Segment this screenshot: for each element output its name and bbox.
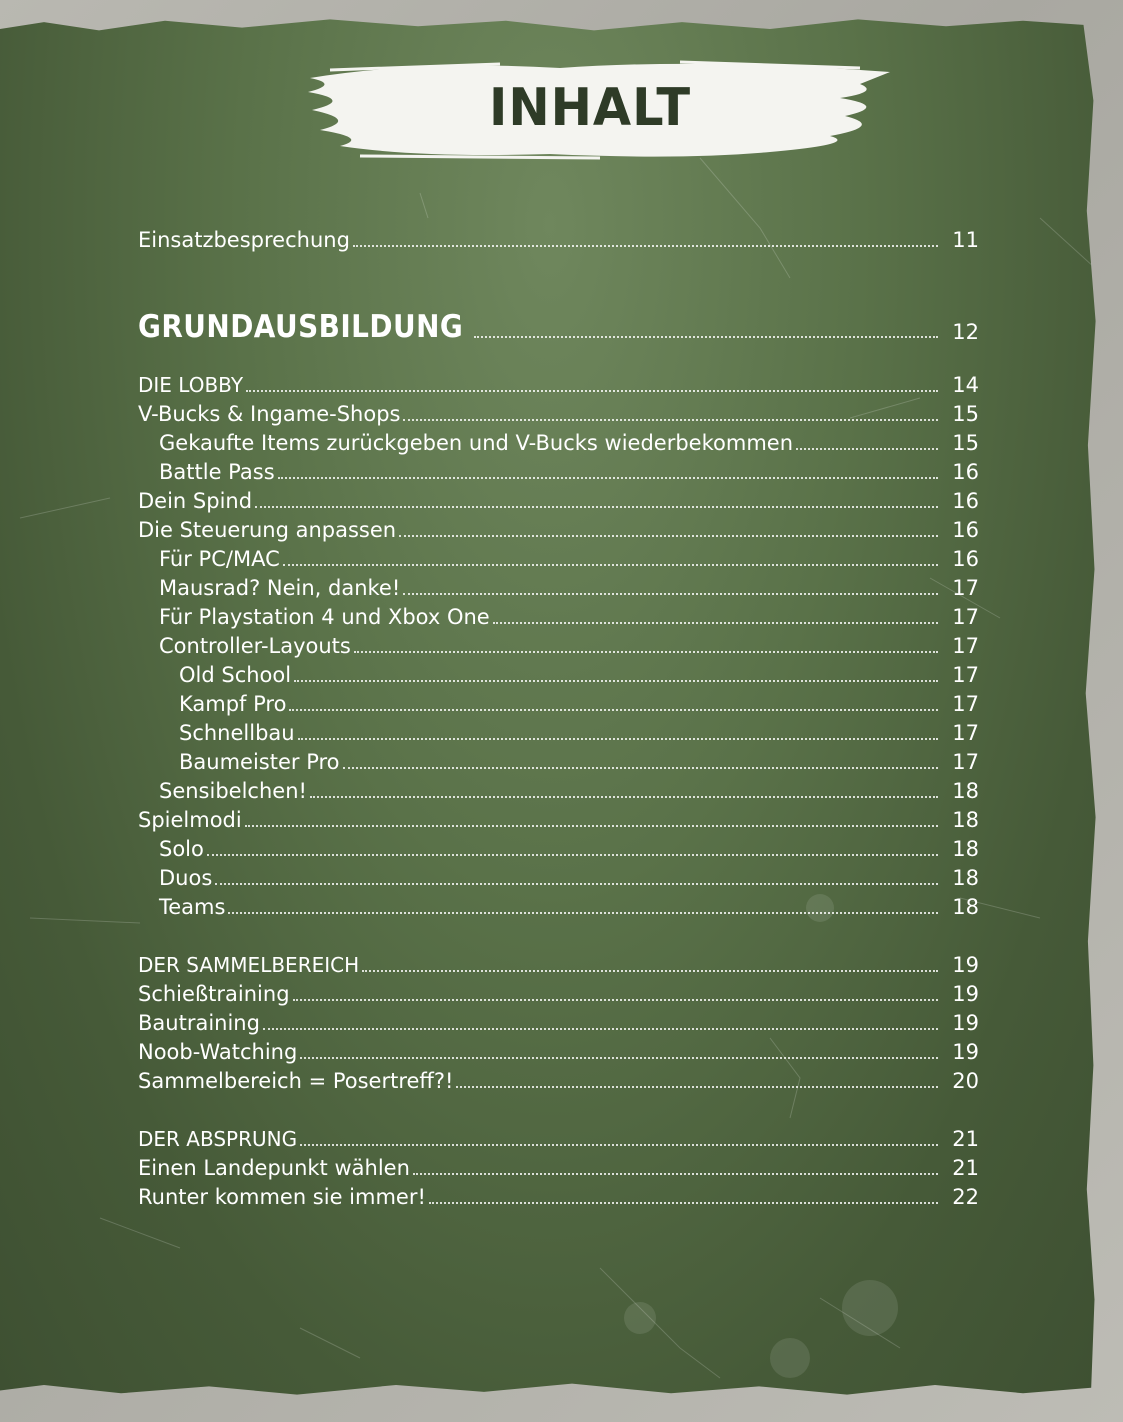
toc-chapter-entry <box>138 306 979 346</box>
page-title: INHALT <box>488 78 691 138</box>
toc-entry-page: 17 <box>952 576 979 600</box>
toc-entry-page: 19 <box>952 1011 979 1035</box>
toc-entry <box>138 688 979 718</box>
dot-leader <box>298 732 939 740</box>
dot-leader <box>310 790 938 798</box>
dot-leader <box>245 819 939 827</box>
toc-entry-label: Old School <box>179 663 292 687</box>
dot-leader <box>263 1022 938 1030</box>
toc-entry <box>138 224 979 254</box>
toc-entry-label: Schießtraining <box>138 982 290 1006</box>
toc-entry <box>138 572 979 602</box>
toc-entry-label: Für Playstation 4 und Xbox One <box>159 605 490 629</box>
toc-entry-page: 12 <box>952 320 979 344</box>
toc-entry <box>138 1065 979 1095</box>
toc-entry <box>138 485 979 515</box>
toc-entry-label: Einen Landepunkt wählen <box>138 1156 410 1180</box>
toc-entry-label: DER ABSPRUNG <box>138 1127 298 1151</box>
dot-leader <box>493 616 939 624</box>
dot-leader <box>228 906 938 914</box>
dot-leader <box>300 1138 938 1146</box>
toc-entry-label: Mausrad? Nein, danke! <box>159 576 401 600</box>
toc-entry-label: Für PC/MAC <box>159 547 280 571</box>
dot-leader <box>456 1080 938 1088</box>
toc-entry-label: Kampf Pro <box>179 692 287 716</box>
toc-entry-label: Solo <box>159 837 204 861</box>
toc-entry-label: Controller-Layouts <box>159 634 351 658</box>
toc-entry-page: 21 <box>952 1127 979 1151</box>
dot-leader <box>293 993 939 1001</box>
toc-entry-page: 18 <box>952 895 979 919</box>
toc-entry-label: GRUNDAUSBILDUNG <box>138 309 464 345</box>
toc-entry-page: 16 <box>952 547 979 571</box>
toc-entry-page: 20 <box>952 1069 979 1093</box>
toc-entry-page: 18 <box>952 866 979 890</box>
toc-entry-page: 16 <box>952 489 979 513</box>
title-banner <box>300 40 900 170</box>
toc-entry <box>138 1123 979 1153</box>
toc-entry-label: Baumeister Pro <box>179 750 340 774</box>
toc-entry-page: 17 <box>952 634 979 658</box>
toc-entry <box>138 1007 979 1037</box>
toc-entry <box>138 717 979 747</box>
toc-entry-label: Die Steuerung anpassen <box>138 518 397 542</box>
dot-leader <box>354 645 938 653</box>
toc-entry-label: Gekaufte Items zurückgeben und V-Bucks wiederbekommen <box>159 431 793 455</box>
toc-entry-page: 18 <box>952 837 979 861</box>
toc-entry-label: V-Bucks & Ingame-Shops <box>138 402 401 426</box>
toc-entry <box>138 456 979 486</box>
dot-leader <box>283 558 939 566</box>
dot-leader <box>207 848 938 856</box>
toc-entry-page: 17 <box>952 721 979 745</box>
toc-entry-label: Duos <box>159 866 213 890</box>
toc-entry <box>138 369 979 399</box>
toc-entry <box>138 398 979 428</box>
toc-entry-label: Sammelbereich = Posertreff?! <box>138 1069 454 1093</box>
toc-entry-label: Einsatzbesprechung <box>138 228 350 252</box>
toc-entry <box>138 427 979 457</box>
dot-leader <box>246 384 938 392</box>
toc-entry-page: 14 <box>952 373 979 397</box>
dot-leader <box>215 877 938 885</box>
toc-entry <box>138 978 979 1008</box>
toc-entry-label: Schnellbau <box>179 721 295 745</box>
toc-entry-page: 11 <box>952 228 979 252</box>
toc-entry-page: 18 <box>952 779 979 803</box>
toc-entry-label: Bautraining <box>138 1011 260 1035</box>
toc-entry <box>138 543 979 573</box>
toc-entry-page: 17 <box>952 750 979 774</box>
toc-entry-label: Dein Spind <box>138 489 253 513</box>
toc-entry <box>138 862 979 892</box>
dot-leader <box>343 761 939 769</box>
toc-entry-page: 15 <box>952 431 979 455</box>
dot-leader <box>429 1196 938 1204</box>
toc-entry-page: 21 <box>952 1156 979 1180</box>
dot-leader <box>413 1167 938 1175</box>
toc-entry <box>138 804 979 834</box>
toc-entry <box>138 833 979 863</box>
toc-entry <box>138 1181 979 1211</box>
toc-entry <box>138 891 979 921</box>
toc-entry-label: Spielmodi <box>138 808 242 832</box>
dot-leader <box>474 330 938 338</box>
dot-leader <box>796 442 938 450</box>
toc-entry-page: 17 <box>952 663 979 687</box>
toc-entry <box>138 630 979 660</box>
toc-entry-page: 19 <box>952 1040 979 1064</box>
toc-entry <box>138 1152 979 1182</box>
dot-leader <box>278 471 939 479</box>
dot-leader <box>289 703 938 711</box>
dot-leader <box>403 587 938 595</box>
toc-entry-page: 17 <box>952 692 979 716</box>
toc-entry <box>138 746 979 776</box>
toc-entry <box>138 514 979 544</box>
toc-entry <box>138 1036 979 1066</box>
toc-entry <box>138 949 979 979</box>
toc-entry-page: 22 <box>952 1185 979 1209</box>
toc-entry-label: Runter kommen sie immer! <box>138 1185 426 1209</box>
toc-entry-page: 15 <box>952 402 979 426</box>
dot-leader <box>255 500 938 508</box>
toc-entry <box>138 601 979 631</box>
toc-entry-page: 19 <box>952 953 979 977</box>
toc-entry-page: 19 <box>952 982 979 1006</box>
toc-entry-label: DIE LOBBY <box>138 373 244 397</box>
toc-entry-label: Battle Pass <box>159 460 275 484</box>
toc-entry <box>138 659 979 689</box>
dot-leader <box>294 674 938 682</box>
toc-entry-page: 16 <box>952 518 979 542</box>
toc-entry-page: 17 <box>952 605 979 629</box>
toc-entry-label: Teams <box>159 895 226 919</box>
dot-leader <box>300 1051 938 1059</box>
dot-leader <box>362 964 938 972</box>
toc-entry-label: Noob-Watching <box>138 1040 298 1064</box>
toc-entry-label: DER SAMMELBEREICH <box>138 953 360 977</box>
dot-leader <box>399 529 938 537</box>
dot-leader <box>353 239 938 247</box>
toc-entry-page: 18 <box>952 808 979 832</box>
toc-entry-page: 16 <box>952 460 979 484</box>
toc-entry-label: Sensibelchen! <box>159 779 307 803</box>
dot-leader <box>403 413 938 421</box>
toc-entry <box>138 775 979 805</box>
